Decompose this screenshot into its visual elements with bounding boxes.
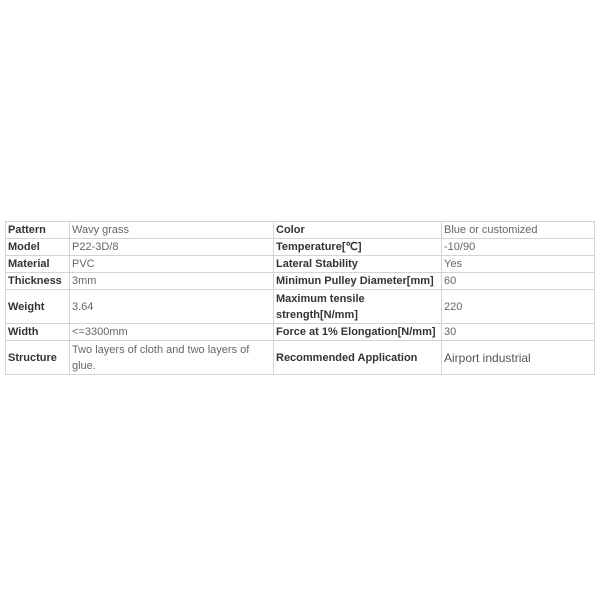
table-row: [6, 239, 595, 256]
spec-value-model: P22-3D/8: [70, 239, 274, 256]
table-row: [6, 324, 595, 341]
spec-value-elongation-force: 30: [442, 324, 595, 341]
table-row: [6, 256, 595, 273]
spec-value-color: Blue or customized: [442, 222, 595, 239]
spec-label-material: Material: [6, 256, 70, 273]
spec-label-color: Color: [274, 222, 442, 239]
table-row: [6, 273, 595, 290]
spec-label-structure: Structure: [6, 341, 70, 375]
spec-label-weight: Weight: [6, 290, 70, 324]
spec-value-temperature: -10/90: [442, 239, 595, 256]
spec-label-pattern: Pattern: [6, 222, 70, 239]
spec-label-pulley-diameter: Minimun Pulley Diameter[mm]: [274, 273, 442, 290]
spec-value-lateral-stability: Yes: [442, 256, 595, 273]
spec-label-application: Recommended Application: [274, 341, 442, 375]
spec-label-temperature: Temperature[℃]: [274, 239, 442, 256]
spec-value-thickness: 3mm: [70, 273, 274, 290]
spec-value-structure: Two layers of cloth and two layers of glue.: [70, 341, 274, 375]
table-row: [6, 222, 595, 239]
spec-label-lateral-stability: Lateral Stability: [274, 256, 442, 273]
spec-label-thickness: Thickness: [6, 273, 70, 290]
spec-value-material: PVC: [70, 256, 274, 273]
spec-label-model: Model: [6, 239, 70, 256]
spec-value-tensile-strength: 220: [442, 290, 595, 324]
spec-value-width: <=3300mm: [70, 324, 274, 341]
spec-label-tensile-strength: Maximum tensile strength[N/mm]: [274, 290, 442, 324]
spec-label-elongation-force: Force at 1% Elongation[N/mm]: [274, 324, 442, 341]
spec-value-weight: 3.64: [70, 290, 274, 324]
spec-table: [5, 221, 595, 375]
spec-label-width: Width: [6, 324, 70, 341]
spec-value-pattern: Wavy grass: [70, 222, 274, 239]
table-row: [6, 290, 595, 324]
spec-value-pulley-diameter: 60: [442, 273, 595, 290]
spec-value-application: Airport industrial: [442, 341, 595, 375]
table-row: [6, 341, 595, 375]
